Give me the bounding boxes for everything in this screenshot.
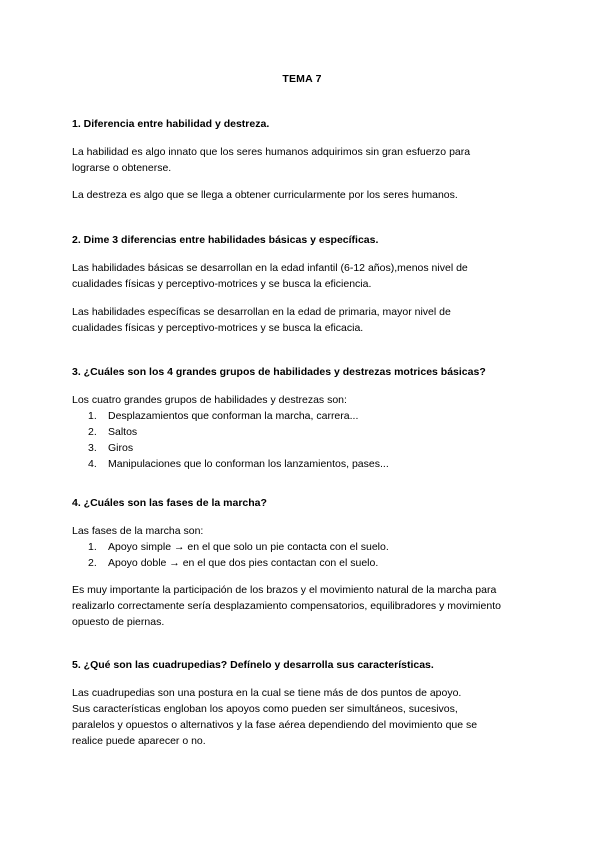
list-text: Saltos: [108, 426, 138, 438]
text-line: Las habilidades básicas se desarrollan en la edad infantil (6-12 años),menos nivel de: [72, 262, 468, 274]
text-line: Las fases de la marcha son:: [72, 525, 204, 537]
text-line: Los cuatro grandes grupos de habilidades y destrezas son:: [72, 394, 347, 406]
section-2-heading: 2. Dime 3 diferencias entre habilidades básicas y específicas.: [72, 234, 379, 246]
list-number: 2.: [88, 426, 97, 438]
list-item: [88, 555, 389, 571]
section-3-heading: 3. ¿Cuáles son los 4 grandes grupos de habilidades y destrezas motrices básicas?: [72, 366, 486, 378]
text-line: Las habilidades específicas se desarrollan en la edad de primaria, mayor nivel de: [72, 306, 451, 318]
list-item: [88, 440, 389, 456]
section-3-list: [88, 408, 389, 472]
text-line: paralelos y opuestos o alternativos y la fase aérea dependiendo del movimiento que se: [72, 719, 478, 731]
section-4-heading: 4. ¿Cuáles son las fases de la marcha?: [72, 497, 267, 509]
list-number: 1.: [88, 410, 97, 422]
list-number: 1.: [88, 541, 97, 553]
text-line: Sus características engloban los apoyos como pueden ser simultáneos, sucesivos,: [72, 703, 458, 715]
section-1-paragraph-2: [72, 187, 532, 203]
list-item: [88, 456, 389, 472]
text-line: Es muy importante la participación de los brazos y el movimiento natural de la marcha para: [72, 584, 497, 596]
list-text: Apoyo doble → en el que dos pies contactan con el suelo.: [108, 557, 379, 569]
section-1-paragraph-1: [72, 144, 532, 176]
section-1-heading: 1. Diferencia entre habilidad y destreza.: [72, 118, 270, 130]
section-2-paragraph-2: [72, 304, 532, 336]
text-line: cualidades físicas y perceptivo-motrices y se busca la eficacia.: [72, 322, 364, 334]
section-2-paragraph-1: [72, 260, 532, 292]
list-item: [88, 408, 389, 424]
list-number: 4.: [88, 458, 97, 470]
section-5-heading: 5. ¿Qué son las cuadrupedias? Defínelo y desarrolla sus características.: [72, 659, 434, 671]
text-line: La habilidad es algo innato que los seres humanos adquirimos sin gran esfuerzo para: [72, 146, 471, 158]
section-4-paragraph-1: [72, 582, 532, 630]
text-line: cualidades físicas y perceptivo-motrices y se busca la eficiencia.: [72, 278, 372, 290]
list-item: [88, 539, 389, 555]
text-line: lograrse o obtenerse.: [72, 162, 172, 174]
section-4-intro: [72, 523, 532, 539]
text-line: realice puede aparecer o no.: [72, 735, 206, 747]
list-number: 3.: [88, 442, 97, 454]
list-text: Apoyo simple → en el que solo un pie contacta con el suelo.: [108, 541, 389, 553]
list-text: Giros: [108, 442, 134, 454]
list-item: [88, 424, 389, 440]
text-line: realizarlo correctamente sería desplazamiento compensatorios, equilibradores y movimiento: [72, 600, 501, 612]
section-4-list: [88, 539, 389, 571]
text-line: Las cuadrupedias son una postura en la cual se tiene más de dos puntos de apoyo.: [72, 687, 462, 699]
section-3-intro: [72, 392, 532, 408]
list-number: 2.: [88, 557, 97, 569]
list-text: Manipulaciones que lo conforman los lanzamientos, pases...: [108, 458, 389, 470]
text-line: opuesto de piernas.: [72, 616, 165, 628]
text-line: La destreza es algo que se llega a obtener curricularmente por los seres humanos.: [72, 189, 458, 201]
section-5-paragraph-1: [72, 685, 532, 749]
list-text: Desplazamientos que conforman la marcha, carrera...: [108, 410, 359, 422]
document-title: TEMA 7: [282, 73, 322, 85]
